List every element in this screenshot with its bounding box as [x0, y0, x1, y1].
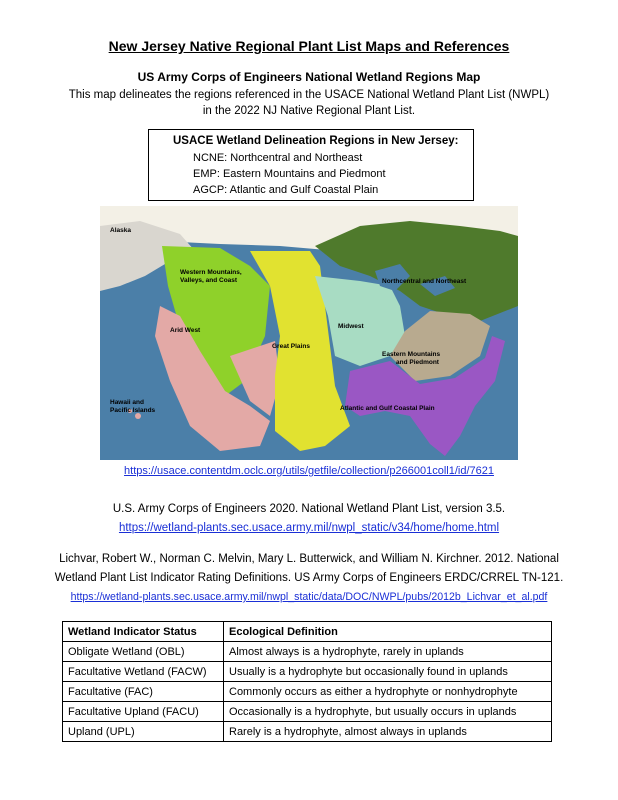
region-item-ncne: NCNE: Northcentral and Northeast — [193, 152, 363, 164]
table-header-definition: Ecological Definition — [224, 622, 552, 642]
map-source-link[interactable]: https://usace.contentdm.oclc.org/utils/getfile/collection/p266001coll1/id/7621 — [124, 465, 494, 477]
table-row — [63, 722, 552, 742]
table-cell-definition: Occasionally is a hydrophyte, but usually occurs in uplands — [224, 702, 552, 722]
map-label-eastern-1: Eastern Mountains — [382, 351, 441, 358]
map-label-alaska: Alaska — [110, 227, 131, 234]
table-cell-status: Upland (UPL) — [63, 722, 224, 742]
reference-1-link[interactable]: https://wetland-plants.sec.usace.army.mil/nwpl_static/v34/home/home.html — [118, 522, 500, 534]
table-row — [63, 662, 552, 682]
table-cell-definition: Usually is a hydrophyte but occasionally found in uplands — [224, 662, 552, 682]
map-link-row — [0, 465, 618, 477]
map-label-northcentral: Northcentral and Northeast — [382, 278, 467, 285]
table-row — [63, 702, 552, 722]
reference-2-line-1: Lichvar, Robert W., Norman C. Melvin, Mary L. Butterwick, and William N. Kirchner. 2012. National — [59, 553, 559, 565]
reference-2-link[interactable]: https://wetland-plants.sec.usace.army.mil/nwpl_static/data/DOC/NWPL/pubs/2012b_Lichvar_et_al.pdf — [70, 591, 548, 603]
table-cell-status: Facultative Wetland (FACW) — [63, 662, 224, 682]
map-label-hawaii-2: Pacific Islands — [110, 407, 156, 414]
table-header-status: Wetland Indicator Status — [63, 622, 224, 642]
table-cell-definition: Rarely is a hydrophyte, almost always in uplands — [224, 722, 552, 742]
map-description-line-1: This map delineates the regions referenced in the USACE National Wetland Plant List (NWPL) — [68, 89, 550, 101]
map-label-arid-west: Arid West — [170, 327, 201, 334]
table-row — [63, 682, 552, 702]
table-cell-status: Facultative Upland (FACU) — [63, 702, 224, 722]
map-description-line-2: in the 2022 NJ Native Regional Plant List. — [202, 105, 416, 117]
regions-box-header: USACE Wetland Delineation Regions in New Jersey: — [173, 135, 459, 147]
reference-2 — [0, 550, 618, 607]
indicator-table — [62, 621, 552, 742]
map-section-heading: US Army Corps of Engineers National Wetland Regions Map — [137, 70, 481, 84]
table-row — [63, 642, 552, 662]
page-title: New Jersey Native Regional Plant List Maps and References — [108, 38, 510, 54]
map-description — [0, 87, 618, 119]
table-cell-status: Facultative (FAC) — [63, 682, 224, 702]
table-cell-status: Obligate Wetland (OBL) — [63, 642, 224, 662]
region-item-agcp: AGCP: Atlantic and Gulf Coastal Plain — [193, 184, 379, 196]
map-label-western-2: Valleys, and Coast — [180, 277, 238, 284]
reference-2-line-2: Wetland Plant List Indicator Rating Definitions. US Army Corps of Engineers ERDC/CRREL TN-121. — [54, 572, 564, 584]
regions-box — [148, 129, 474, 201]
map-label-western-1: Western Mountains, — [180, 269, 242, 276]
map-label-midwest: Midwest — [338, 323, 364, 330]
reference-1-text: U.S. Army Corps of Engineers 2020. National Wetland Plant List, version 3.5. — [112, 503, 506, 515]
table-cell-definition: Almost always is a hydrophyte, rarely in uplands — [224, 642, 552, 662]
reference-1 — [0, 500, 618, 538]
map-label-atlantic-gulf: Atlantic and Gulf Coastal Plain — [340, 405, 435, 412]
map-label-hawaii-1: Hawaii and — [110, 399, 144, 406]
map-label-great-plains: Great Plains — [272, 343, 310, 350]
map-label-eastern-2: and Piedmont — [396, 359, 439, 366]
wetland-regions-map — [100, 206, 518, 460]
table-header-row — [63, 622, 552, 642]
region-item-emp: EMP: Eastern Mountains and Piedmont — [193, 168, 386, 180]
table-cell-definition: Commonly occurs as either a hydrophyte or nonhydrophyte — [224, 682, 552, 702]
